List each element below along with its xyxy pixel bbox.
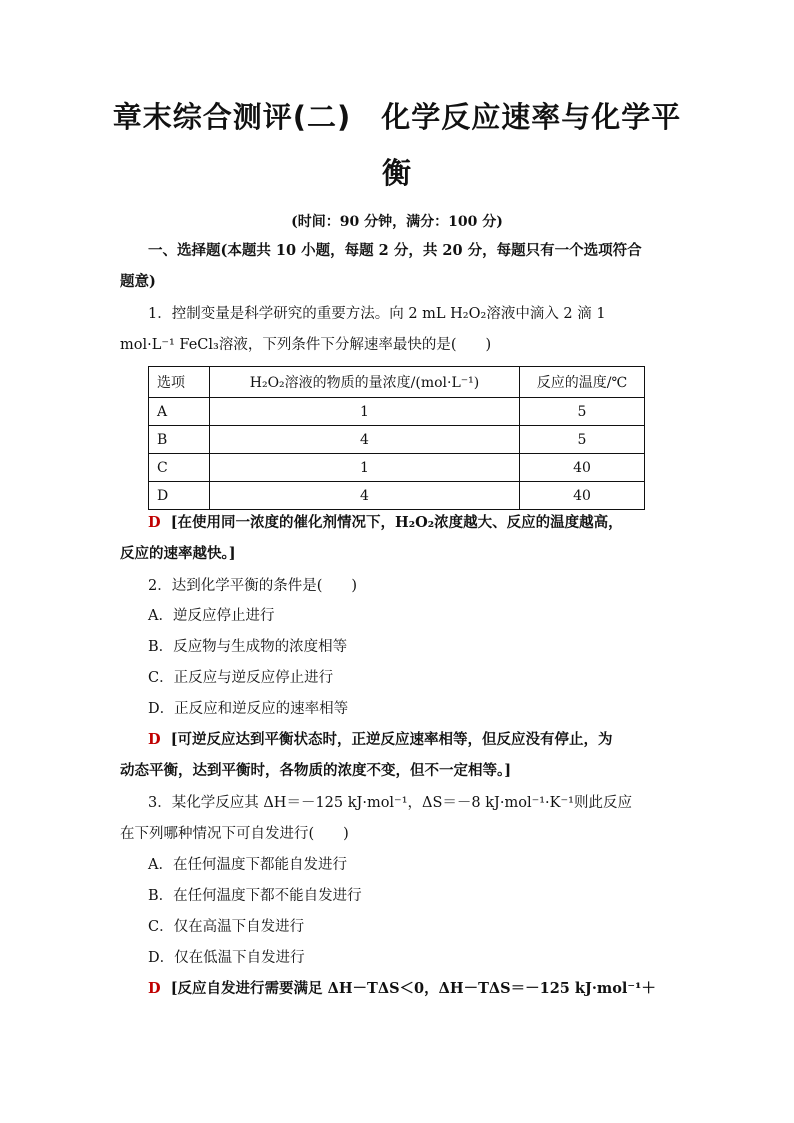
- table-header-concentration: H₂O₂溶液的物质的量浓度/(mol·L⁻¹): [210, 367, 520, 398]
- q3-option-b: B．在任何温度下都不能自发进行: [148, 888, 362, 904]
- section-heading-line1: 一、选择题(本题共 10 小题，每题 2 分，共 20 分，每题只有一个选项符合: [148, 242, 642, 259]
- q1-answer-letter: D: [148, 514, 161, 531]
- q2-option-c: C．正反应与逆反应停止进行: [148, 670, 334, 686]
- table-cell: B: [149, 426, 210, 454]
- q2-answer-line1: [148, 730, 613, 750]
- q2-answer-letter: D: [148, 731, 161, 748]
- table-header-option: 选项: [149, 367, 210, 398]
- q2-option-d: D．正反应和逆反应的速率相等: [148, 701, 349, 717]
- table-cell: 5: [520, 398, 645, 426]
- table-cell: 1: [210, 454, 520, 482]
- table-row: [149, 482, 645, 510]
- table-row: [149, 398, 645, 426]
- section-heading-line2: 题意): [120, 273, 156, 290]
- q3-option-d: D．仅在低温下自发进行: [148, 950, 305, 966]
- q2-option-a: A．逆反应停止进行: [148, 608, 275, 624]
- page-title-line1: 章末综合测评(二) 化学反应速率与化学平: [112, 100, 682, 134]
- table-header-row: [149, 367, 645, 398]
- q3-stem-line2: 在下列哪种情况下可自发进行( ): [120, 826, 349, 842]
- q3-option-a: A．在任何温度下都能自发进行: [148, 857, 347, 873]
- table-cell: A: [149, 398, 210, 426]
- table-cell: 5: [520, 426, 645, 454]
- exam-time-info: (时间：90 分钟，满分：100 分): [291, 214, 503, 230]
- q3-answer-letter: D: [148, 980, 161, 997]
- table-cell: C: [149, 454, 210, 482]
- q3-stem-line1: 3．某化学反应其 ΔH＝－125 kJ·mol⁻¹，ΔS＝－8 kJ·mol⁻¹·K⁻¹则此反应: [148, 795, 632, 811]
- table-row: [149, 426, 645, 454]
- q2-answer-line2: 动态平衡，达到平衡时，各物质的浓度不变，但不一定相等。]: [120, 762, 512, 779]
- q1-options-table: [148, 366, 645, 510]
- q3-answer-line1: [148, 979, 656, 999]
- table-cell: 4: [210, 482, 520, 510]
- q2-explanation-text: [可逆反应达到平衡状态时，正逆反应速率相等，但反应没有停止，为: [170, 731, 613, 748]
- table-cell: D: [149, 482, 210, 510]
- q3-explanation-text: [反应自发进行需要满足 ΔH－TΔS＜0，ΔH－TΔS＝－125 kJ·mol⁻¹＋: [170, 980, 656, 997]
- q2-option-b: B．反应物与生成物的浓度相等: [148, 639, 348, 655]
- table-cell: 40: [520, 454, 645, 482]
- table-header-temperature: 反应的温度/℃: [520, 367, 645, 398]
- q3-option-c: C．仅在高温下自发进行: [148, 919, 305, 935]
- q1-explanation-text: [在使用同一浓度的催化剂情况下，H₂O₂浓度越大、反应的温度越高，: [170, 514, 623, 531]
- q1-answer-line1: [148, 513, 623, 533]
- q1-stem-line2: mol·L⁻¹ FeCl₃溶液，下列条件下分解速率最快的是( ): [120, 337, 492, 353]
- page-title-line2: 衡: [381, 156, 412, 190]
- q1-answer-line2: 反应的速率越快。]: [120, 545, 236, 562]
- table-cell: 4: [210, 426, 520, 454]
- table-row: [149, 454, 645, 482]
- table-cell: 40: [520, 482, 645, 510]
- q1-stem-line1: 1．控制变量是科学研究的重要方法。向 2 mL H₂O₂溶液中滴入 2 滴 1: [148, 306, 606, 322]
- q2-stem: 2．达到化学平衡的条件是( ): [148, 578, 358, 594]
- table-cell: 1: [210, 398, 520, 426]
